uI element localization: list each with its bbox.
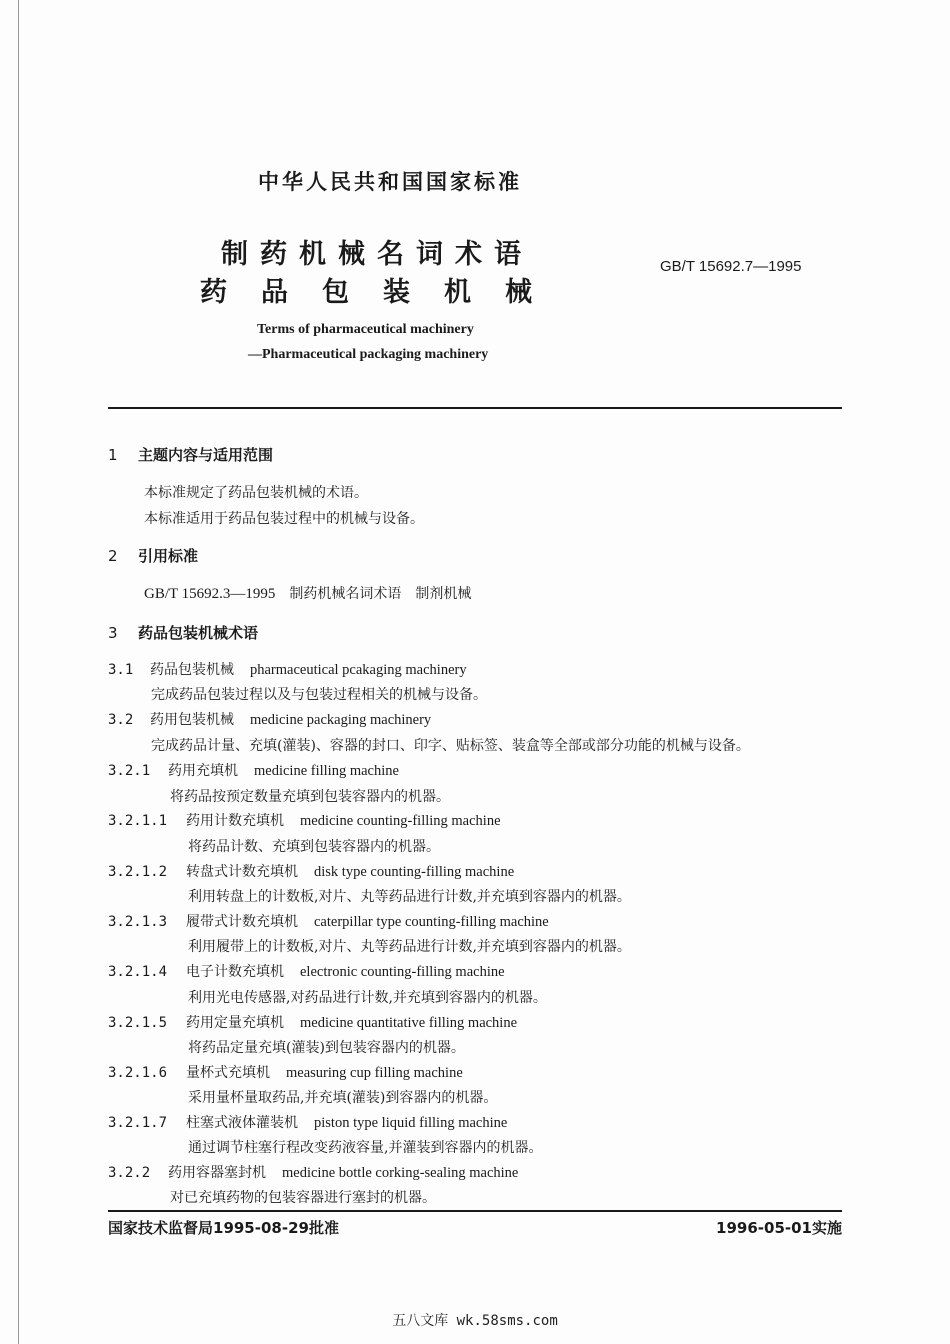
- term-number: 3.2.1: [108, 763, 151, 779]
- term-number: 3.2.1.7: [108, 1115, 168, 1131]
- term-english: medicine quantitative filling machine: [300, 1015, 518, 1031]
- section-number: 1: [108, 446, 118, 464]
- ref-code: GB/T 15692.3—1995: [144, 586, 276, 602]
- term-english: disk type counting-filling machine: [314, 864, 515, 880]
- referenced-standard: [144, 583, 471, 603]
- term-chinese: 药用容器塞封机: [168, 1165, 266, 1181]
- title-line-2: 药品包装机械: [200, 277, 566, 308]
- term-row: [108, 709, 431, 729]
- term-row: [108, 961, 505, 981]
- english-title-line-2: —Pharmaceutical packaging machinery: [248, 347, 489, 362]
- term-definition: 完成药品包装过程以及与包装过程相关的机械与设备。: [151, 687, 487, 703]
- term-english: piston type liquid filling machine: [314, 1115, 508, 1131]
- term-definition: 利用光电传感器,对药品进行计数,并充填到容器内的机器。: [188, 990, 547, 1006]
- term-number: 3.2.1.1: [108, 813, 168, 829]
- term-row: [108, 1012, 517, 1032]
- national-standard-heading: 中华人民共和国国家标准: [258, 170, 522, 194]
- term-english: measuring cup filling machine: [286, 1065, 463, 1081]
- term-definition: 通过调节柱塞行程改变药液容量,并灌装到容器内的机器。: [188, 1140, 543, 1156]
- section-3-heading: [108, 622, 258, 643]
- term-number: 3.2.1.3: [108, 914, 168, 930]
- term-chinese: 药品包装机械: [150, 662, 234, 678]
- section-number: 2: [108, 547, 118, 565]
- term-definition: 利用履带上的计数板,对片、丸等药品进行计数,并充填到容器内的机器。: [188, 939, 631, 955]
- approval-date: 国家技术监督局1995-08-29批准: [108, 1219, 339, 1237]
- term-chinese: 药用定量充填机: [186, 1015, 284, 1031]
- term-english: pharmaceutical pcakaging machinery: [250, 662, 467, 678]
- term-chinese: 柱塞式液体灌装机: [186, 1115, 298, 1131]
- term-english: caterpillar type counting-filling machine: [314, 914, 549, 930]
- term-number: 3.2.1.6: [108, 1065, 168, 1081]
- term-row: [108, 1112, 507, 1132]
- term-row: [108, 810, 501, 830]
- term-definition: 完成药品计量、充填(灌装)、容器的封口、印字、贴标签、装盒等全部或部分功能的机械与设备。: [151, 738, 750, 754]
- header-rule: [108, 407, 842, 409]
- section-title: 主题内容与适用范围: [138, 446, 274, 464]
- term-chinese: 电子计数充填机: [186, 964, 284, 980]
- term-number: 3.2.1.2: [108, 864, 168, 880]
- term-definition: 利用转盘上的计数板,对片、丸等药品进行计数,并充填到容器内的机器。: [188, 889, 631, 905]
- section-1-paragraph-2: 本标准适用于药品包装过程中的机械与设备。: [144, 511, 424, 527]
- term-chinese: 量杯式充填机: [186, 1065, 270, 1081]
- section-1-heading: [108, 444, 273, 465]
- watermark-text: 五八文库 wk.58sms.com: [392, 1313, 558, 1329]
- term-definition: 将药品计数、充填到包装容器内的机器。: [188, 839, 440, 855]
- standard-number: GB/T 15692.7—1995: [660, 258, 802, 275]
- section-title: 药品包装机械术语: [138, 624, 259, 642]
- term-definition: 对已充填药物的包装容器进行塞封的机器。: [170, 1190, 436, 1206]
- term-english: electronic counting-filling machine: [300, 964, 505, 980]
- section-number: 3: [108, 624, 118, 642]
- term-chinese: 药用包装机械: [150, 712, 234, 728]
- term-row: [108, 861, 514, 881]
- term-chinese: 药用充填机: [168, 763, 238, 779]
- effective-date: 1996-05-01实施: [716, 1219, 842, 1237]
- term-row: [108, 1162, 518, 1182]
- scan-edge-line: [18, 0, 19, 1344]
- section-2-heading: [108, 545, 198, 566]
- title-line-1: 制药机械名词术语: [221, 239, 533, 270]
- section-title: 引用标准: [138, 547, 199, 565]
- term-definition: 将药品按预定数量充填到包装容器内的机器。: [170, 789, 450, 805]
- term-row: [108, 911, 549, 931]
- term-chinese: 药用计数充填机: [186, 813, 284, 829]
- term-number: 3.2.1.4: [108, 964, 168, 980]
- term-definition: 采用量杯量取药品,并充填(灌装)到容器内的机器。: [188, 1090, 498, 1106]
- ref-text: 制药机械名词术语 制剂机械: [289, 586, 472, 602]
- footer-rule: [108, 1210, 842, 1212]
- term-definition: 将药品定量充填(灌装)到包装容器内的机器。: [188, 1040, 465, 1056]
- term-english: medicine counting-filling machine: [300, 813, 501, 829]
- term-number: 3.2.1.5: [108, 1015, 168, 1031]
- term-row: [108, 760, 399, 780]
- term-row: [108, 659, 467, 679]
- term-english: medicine bottle corking-sealing machine: [282, 1165, 519, 1181]
- term-english: medicine filling machine: [254, 763, 399, 779]
- english-title-line-1: Terms of pharmaceutical machinery: [257, 322, 474, 337]
- section-1-paragraph-1: 本标准规定了药品包装机械的术语。: [144, 485, 368, 501]
- term-number: 3.2.2: [108, 1165, 151, 1181]
- term-number: 3.2: [108, 712, 134, 728]
- term-row: [108, 1062, 463, 1082]
- term-number: 3.1: [108, 662, 134, 678]
- term-chinese: 履带式计数充填机: [186, 914, 298, 930]
- term-chinese: 转盘式计数充填机: [186, 864, 298, 880]
- term-english: medicine packaging machinery: [250, 712, 432, 728]
